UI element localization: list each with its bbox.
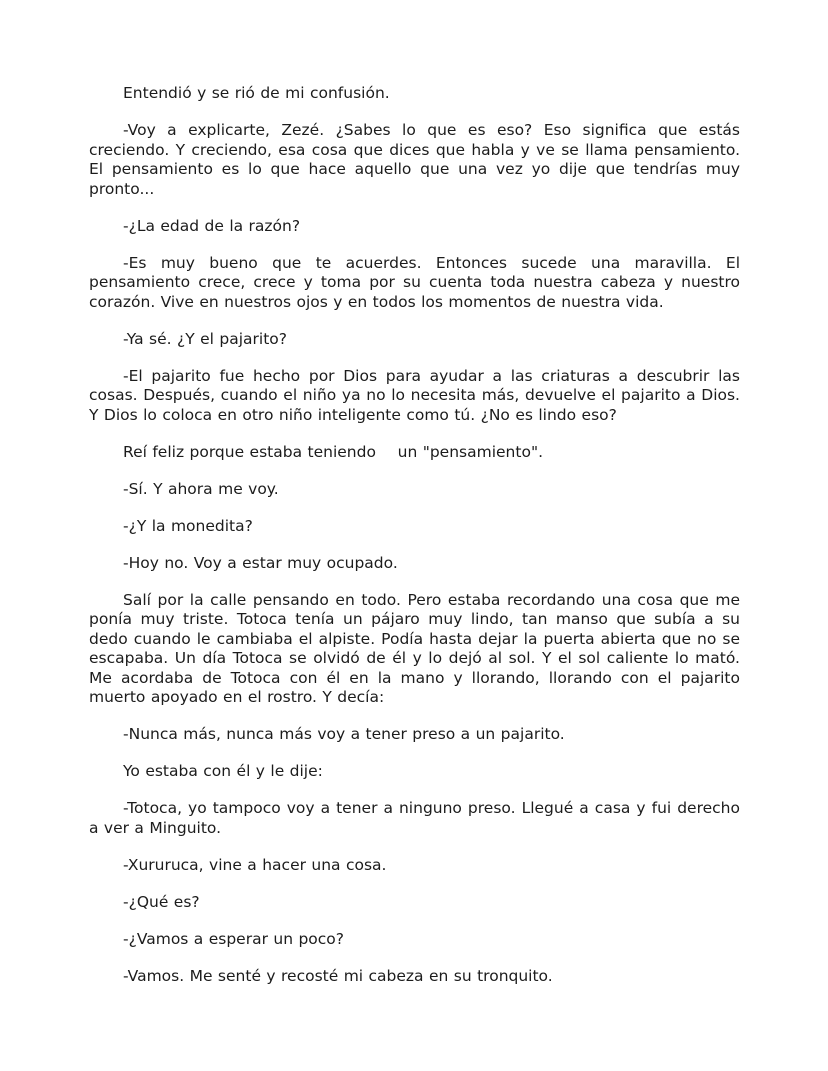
paragraph: -¿Vamos a esperar un poco? [123,929,345,948]
paragraph: -¿Qué es? [123,892,200,911]
paragraph: -Nunca más, nunca más voy a tener preso a un pajarito. [123,725,565,743]
paragraph: -Ya sé. ¿Y el pajarito? [123,329,287,348]
paragraph: -Sí. Y ahora me voy. [123,479,279,498]
paragraph: -¿La edad de la razón? [123,216,301,235]
paragraph: -¿Y la monedita? [123,516,253,535]
paragraph: -Hoy no. Voy a estar muy ocupado. [123,553,398,572]
paragraph: -El pajarito fue hecho por Dios para ayudar a las criaturas a descubrir las cosas. Después, cuando el niño ya no lo necesita más, devuelve el pajarito a Dios. Y Dios lo coloca en otro niño inteligente como tú. ¿No es lindo eso? [89,366,740,424]
paragraph: Yo estaba con él y le dije: [123,762,323,780]
paragraph: -Voy a explicarte, Zezé. ¿Sabes lo que es eso? Eso significa que estás creciendo. Y creciendo, esa cosa que dices que habla y ve se llama pensamiento. El pensamiento es lo que hace aquello que una vez yo dije que tendrías muy pronto... [89,121,740,198]
paragraph: -Totoca, yo tampoco voy a tener a ninguno preso. Llegué a casa y fui derecho a ver a Minguito. [89,799,740,837]
paragraph: -Xururuca, vine a hacer una cosa. [123,855,387,874]
paragraph: Entendió y se rió de mi confusión. [123,84,390,102]
paragraph: Reí feliz porque estaba teniendo un "pensamiento". [123,442,544,461]
text-block [89,84,740,986]
paragraph: -Vamos. Me senté y recosté mi cabeza en su tronquito. [123,966,553,985]
paragraph: -Es muy bueno que te acuerdes. Entonces sucede una maravilla. El pensamiento crece, crece y toma por su cuenta toda nuestra cabeza y nuestro corazón. Vive en nuestros ojos y en todos los momentos de nuestra vida. [89,253,740,311]
paragraph: Salí por la calle pensando en todo. Pero estaba recordando una cosa que me ponía muy triste. Totoca tenía un pájaro muy lindo, tan manso que subía a su dedo cuando le cambiaba el alpiste. Podía hasta dejar la puerta abierta que no se escapaba. Un día Totoca se olvidó de él y lo dejó al sol. Y el sol caliente lo mató. Me acordaba de Totoca con él en la mano y llorando, llorando con el pajarito muerto apoyado en el rostro. Y decía: [89,590,740,706]
